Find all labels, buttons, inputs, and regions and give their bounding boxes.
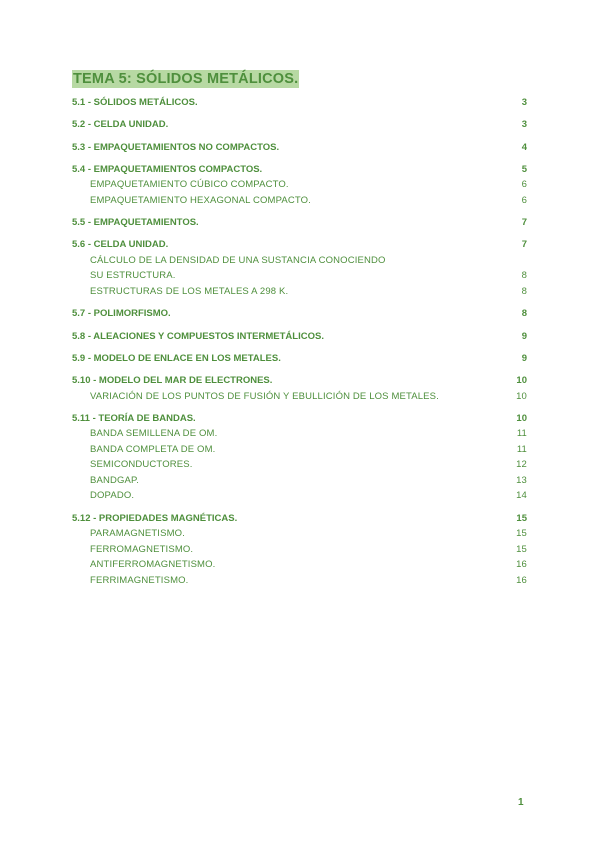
toc-entry-page: 16 bbox=[516, 574, 527, 586]
toc-entry-label: ESTRUCTURAS DE LOS METALES A 298 K. bbox=[90, 285, 289, 297]
toc-section-entry[interactable] bbox=[72, 117, 527, 133]
toc-section-entry[interactable] bbox=[72, 140, 527, 156]
toc-entry-label: 5.7 - POLIMORFISMO. bbox=[72, 308, 171, 320]
toc-entry-label: 5.10 - MODELO DEL MAR DE ELECTRONES. bbox=[72, 375, 273, 387]
table-of-contents bbox=[72, 95, 527, 588]
toc-subsection-entry[interactable] bbox=[72, 389, 527, 405]
toc-section-entry[interactable] bbox=[72, 95, 527, 111]
toc-subsection-entry[interactable] bbox=[72, 284, 527, 300]
toc-section-entry[interactable] bbox=[72, 329, 527, 345]
toc-section-entry[interactable] bbox=[72, 411, 527, 427]
document-title: TEMA 5: SÓLIDOS METÁLICOS. bbox=[73, 71, 299, 87]
toc-spacer bbox=[72, 344, 527, 351]
toc-entry-page: 4 bbox=[521, 141, 527, 153]
toc-entry-label: 5.8 - ALEACIONES Y COMPUESTOS INTERMETÁLICOS. bbox=[72, 330, 324, 342]
toc-entry-label: EMPAQUETAMIENTO CÚBICO COMPACTO. bbox=[90, 179, 289, 191]
toc-entry-page: 12 bbox=[516, 459, 527, 471]
toc-entry-label: FERRIMAGNETISMO. bbox=[90, 574, 189, 586]
toc-entry-page: 7 bbox=[521, 239, 527, 251]
toc-subsection-entry[interactable] bbox=[72, 526, 527, 542]
toc-entry-page: 10 bbox=[516, 375, 527, 387]
toc-entry-label: VARIACIÓN DE LOS PUNTOS DE FUSIÓN Y EBULLICIÓN DE LOS METALES. bbox=[90, 390, 439, 402]
toc-subsection-entry[interactable] bbox=[72, 542, 527, 558]
toc-entry-label: EMPAQUETAMIENTO HEXAGONAL COMPACTO. bbox=[90, 194, 311, 206]
toc-section-entry[interactable] bbox=[72, 237, 527, 253]
toc-entry-page: 6 bbox=[521, 179, 527, 191]
toc-entry-label: ANTIFERROMAGNETISMO. bbox=[90, 559, 216, 571]
toc-entry-page: 6 bbox=[521, 194, 527, 206]
toc-entry-label: 5.5 - EMPAQUETAMIENTOS. bbox=[72, 217, 199, 229]
toc-entry-page: 10 bbox=[516, 390, 527, 402]
toc-entry-label: PARAMAGNETISMO. bbox=[90, 528, 185, 540]
toc-entry-page: 3 bbox=[521, 97, 527, 108]
toc-entry-page: 9 bbox=[521, 352, 527, 364]
toc-entry-page: 15 bbox=[516, 512, 527, 524]
toc-entry-page: 16 bbox=[516, 559, 527, 571]
toc-entry-label: SU ESTRUCTURA. bbox=[90, 270, 176, 282]
toc-section-entry[interactable] bbox=[72, 373, 527, 389]
toc-subsection-entry[interactable] bbox=[72, 177, 527, 193]
toc-spacer bbox=[72, 231, 527, 238]
toc-entry-label: 5.1 - SÓLIDOS METÁLICOS. bbox=[72, 97, 198, 108]
page-number: 1 bbox=[518, 797, 524, 808]
toc-spacer bbox=[72, 404, 527, 411]
toc-entry-page: 10 bbox=[516, 412, 527, 424]
toc-entry-label: 5.4 - EMPAQUETAMIENTOS COMPACTOS. bbox=[72, 163, 263, 175]
toc-section-entry[interactable] bbox=[72, 511, 527, 527]
toc-entry-label: SEMICONDUCTORES. bbox=[90, 459, 193, 471]
toc-subsection-entry[interactable] bbox=[72, 253, 527, 269]
toc-subsection-entry[interactable] bbox=[72, 442, 527, 458]
toc-spacer bbox=[72, 208, 527, 215]
toc-entry-page: 9 bbox=[521, 330, 527, 342]
toc-section-entry[interactable] bbox=[72, 162, 527, 178]
toc-entry-page: 14 bbox=[516, 490, 527, 502]
toc-entry-label: 5.3 - EMPAQUETAMIENTOS NO COMPACTOS. bbox=[72, 141, 280, 153]
toc-entry-label: 5.11 - TEORÍA DE BANDAS. bbox=[72, 412, 196, 424]
toc-entry-label: 5.6 - CELDA UNIDAD. bbox=[72, 239, 169, 251]
toc-entry-page: 8 bbox=[521, 285, 527, 297]
toc-entry-page: 8 bbox=[521, 270, 527, 282]
toc-subsection-entry[interactable] bbox=[72, 488, 527, 504]
toc-entry-label: DOPADO. bbox=[90, 490, 135, 502]
toc-entry-label: 5.2 - CELDA UNIDAD. bbox=[72, 119, 169, 131]
toc-entry-label: BANDA COMPLETA DE OM. bbox=[90, 443, 216, 455]
toc-entry-label: 5.9 - MODELO DE ENLACE EN LOS METALES. bbox=[72, 352, 281, 364]
toc-spacer bbox=[72, 322, 527, 329]
toc-spacer bbox=[72, 504, 527, 511]
toc-subsection-entry[interactable] bbox=[72, 457, 527, 473]
toc-entry-label: 5.12 - PROPIEDADES MAGNÉTICAS. bbox=[72, 512, 238, 524]
toc-spacer bbox=[72, 155, 527, 162]
toc-subsection-entry[interactable] bbox=[72, 426, 527, 442]
toc-spacer bbox=[72, 299, 527, 306]
toc-subsection-entry[interactable] bbox=[72, 193, 527, 209]
toc-section-entry[interactable] bbox=[72, 306, 527, 322]
toc-entry-label: BANDA SEMILLENA DE OM. bbox=[90, 428, 218, 440]
toc-entry-page: 13 bbox=[516, 474, 527, 486]
toc-entry-page: 7 bbox=[521, 217, 527, 229]
toc-entry-label: CÁLCULO DE LA DENSIDAD DE UNA SUSTANCIA CONOCIENDO bbox=[90, 254, 386, 266]
toc-entry-label: FERROMAGNETISMO. bbox=[90, 543, 194, 555]
toc-entry-label: BANDGAP. bbox=[90, 474, 140, 486]
toc-entry-page: 8 bbox=[521, 308, 527, 320]
toc-spacer bbox=[72, 111, 527, 118]
toc-entry-page: 11 bbox=[516, 428, 527, 440]
toc-entry-page: 11 bbox=[516, 443, 527, 455]
toc-entry-page: 3 bbox=[521, 119, 527, 131]
toc-entry-page: 5 bbox=[521, 163, 527, 175]
toc-section-entry[interactable] bbox=[72, 215, 527, 231]
toc-section-entry[interactable] bbox=[72, 351, 527, 367]
toc-entry-page: 15 bbox=[516, 528, 527, 540]
toc-spacer bbox=[72, 366, 527, 373]
toc-subsection-entry[interactable] bbox=[72, 268, 527, 284]
toc-subsection-entry[interactable] bbox=[72, 557, 527, 573]
toc-entry-page: 15 bbox=[516, 543, 527, 555]
toc-spacer bbox=[72, 133, 527, 140]
toc-subsection-entry[interactable] bbox=[72, 473, 527, 489]
toc-subsection-entry[interactable] bbox=[72, 573, 527, 589]
